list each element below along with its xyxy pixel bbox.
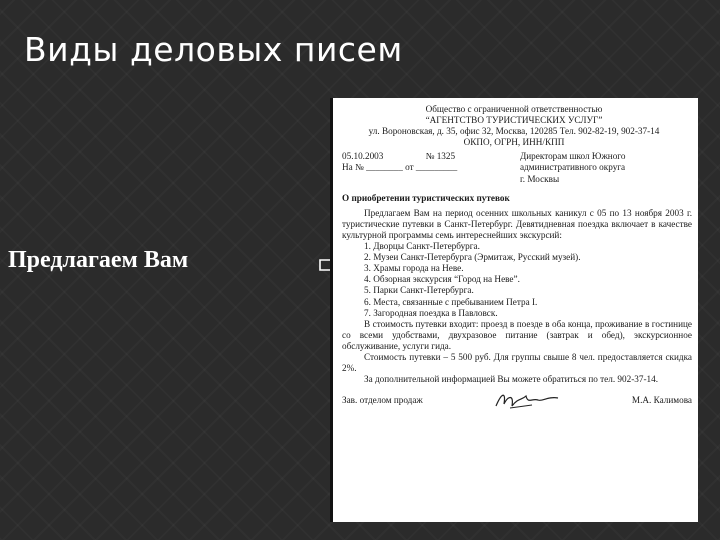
list-item: 5. Парки Санкт-Петербурга. [364,285,474,296]
intro-paragraph: Предлагаем Вам на период осенних школьных каникул с 05 по 13 ноября 2003 г. туристические путевки в Санкт-Петербург. Девятидневная поездка включает в качестве культурной программы семь интереснейших экскурсий: [342,207,692,240]
list-item: 3. Храмы города на Неве. [364,263,464,274]
signature-block [342,388,692,412]
addressee-line: административного округа [520,162,626,173]
addressee-line: г. Москвы [520,173,560,184]
letter-subject: О приобретении туристических путевок [342,192,510,203]
contact-paragraph: За дополнительной информацией Вы можете обратиться по тел. 902-37-14. [364,374,658,385]
list-item: 4. Обзорная экскурсия “Город на Неве”. [364,274,520,285]
price-paragraph: Стоимость путевки – 5 500 руб. Для группы свыше 8 чел. предоставляется скидка 2%. [342,351,692,374]
list-item: 2. Музеи Санкт-Петербурга (Эрмитаж, Русский музей). [364,252,581,263]
letter-body [342,208,692,386]
org-line: Общество с ограниченной ответственностью [425,104,603,114]
slide-title: Виды деловых писем [24,30,403,69]
signer-title: Зав. отделом продаж [342,394,423,405]
side-label: Предлагаем Вам [8,247,189,273]
letter-number: № 1325 [425,151,456,162]
list-item: 6. Места, связанные с пребыванием Петра I. [364,296,538,307]
letterhead [364,104,664,148]
addressee-line: Директорам школ Южного [520,151,626,162]
org-line: “АГЕНТСТВО ТУРИСТИЧЕСКИХ УСЛУГ” [425,115,603,126]
letter-meta [342,151,692,184]
org-line: ОКПО, ОГРН, ИНН/КПП [463,137,565,148]
list-item: 1. Дворцы Санкт-Петербурга. [364,241,480,252]
letter-date: 05.10.2003 [342,151,384,162]
signer-name: М.А. Калимова [631,394,692,405]
reference-line: На № ________ от _________ [342,162,458,173]
list-item: 7. Загородная поездка в Павловск. [364,307,498,318]
cost-paragraph: В стоимость путевки входит: проезд в поезде в оба конца, проживание в гостинице со всеми удобствами, двухразовое питание (завтрак и обед), экскурсионное обслуживание, услуги гида. [342,318,692,351]
addressee [520,151,680,184]
signature-image [492,388,562,412]
org-line: ул. Вороновская, д. 35, офис 32, Москва, 120285 Тел. 902-82-19, 902-37-14 [368,126,660,137]
business-letter [330,98,698,522]
